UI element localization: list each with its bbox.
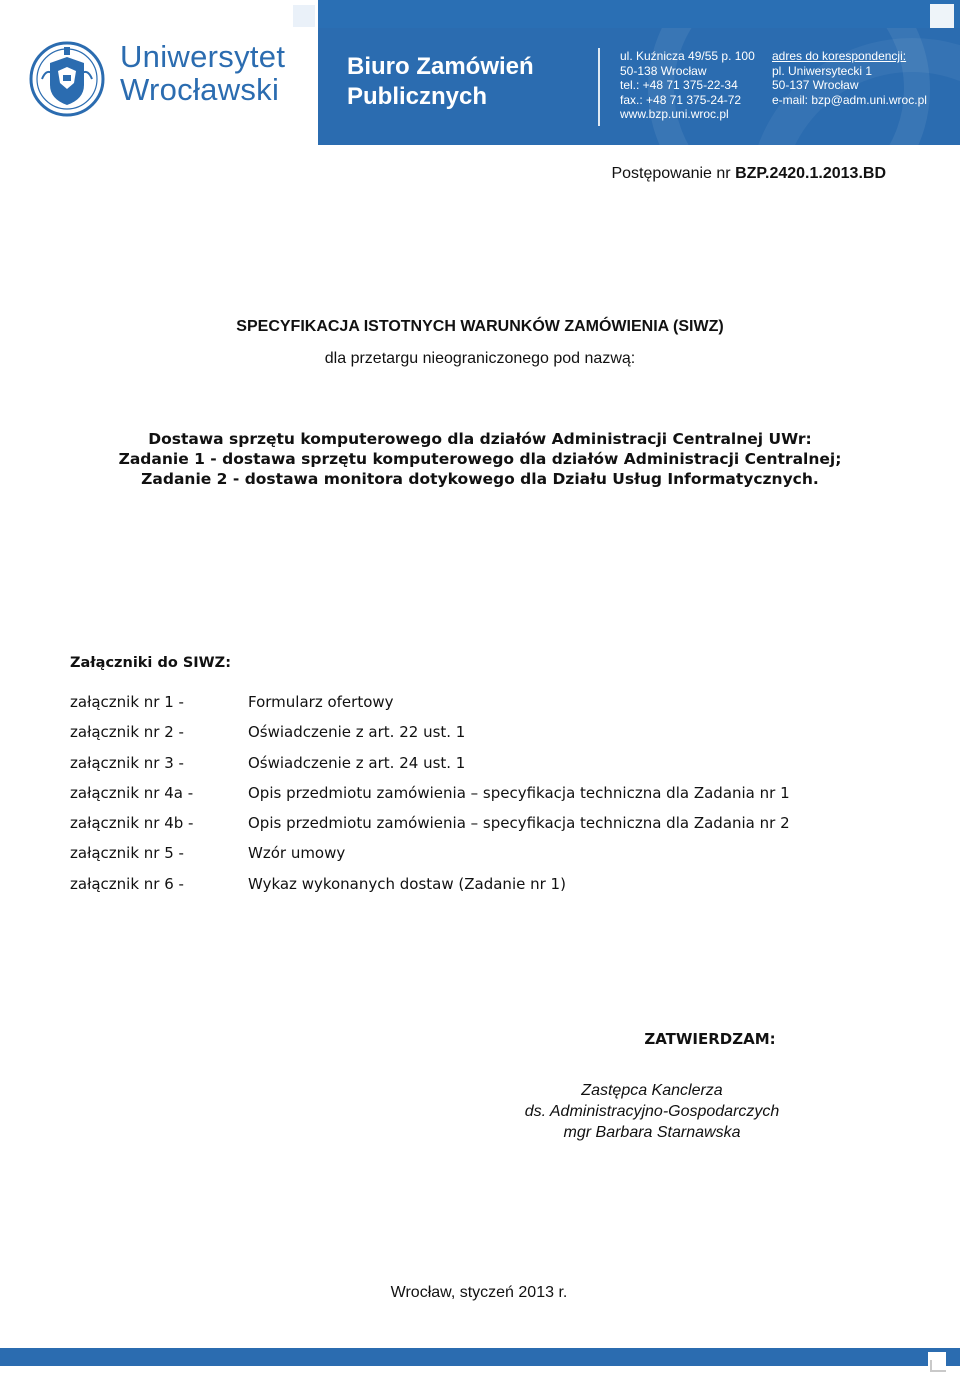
footer-bar (0, 1348, 960, 1366)
attachment-item (70, 874, 790, 904)
approval-heading: ZATWIERDZAM: (644, 1030, 776, 1048)
signatory-position: Zastępca Kanclerza (581, 1082, 723, 1099)
attachment-number: załącznik nr 4a - (70, 783, 194, 802)
attachments-heading: Załączniki do SIWZ: (70, 655, 231, 671)
procedure-label: Postępowanie nr (611, 165, 731, 182)
place-and-date: Wrocław, styczeń 2013 r. (390, 1284, 568, 1301)
email-link[interactable]: e-mail: bzp@adm.uni.wroc.pl (772, 92, 927, 107)
university-logo (20, 28, 318, 145)
office-address (620, 49, 755, 122)
attachment-number: załącznik nr 1 - (70, 693, 184, 711)
address-line: 50-138 Wrocław (620, 63, 707, 78)
document-subtitle: dla przetargu nieograniczonego pod nazwą: (324, 350, 636, 367)
procedure-code: BZP.2420.1.2013.BD (735, 165, 886, 182)
header-divider (598, 48, 600, 126)
address-line: ul. Kuźnicza 49/55 p. 100 (620, 49, 755, 63)
office-name-line: Publicznych (347, 83, 488, 110)
signatory-department: ds. Administracyjno-Gospodarczych (524, 1103, 780, 1120)
header-accent-square (930, 4, 954, 28)
correspondence-heading: adres do korespondencji: (772, 49, 907, 63)
attachment-item (70, 692, 790, 722)
attachment-number: załącznik nr 2 - (70, 723, 184, 742)
university-name (120, 40, 285, 106)
website-link[interactable]: www.bzp.uni.wroc.pl (620, 107, 729, 121)
attachment-number: załącznik nr 4b - (70, 814, 194, 833)
attachment-title: Oświadczenie z art. 24 ust. 1 (248, 753, 466, 772)
attachment-number: załącznik nr 3 - (70, 753, 184, 772)
attachment-item (70, 813, 790, 843)
attachment-item (70, 843, 790, 873)
header-top-strip (318, 0, 960, 30)
attachment-item (70, 783, 790, 813)
subject-line: Zadanie 2 - dostawa monitora dotykowego dla Działu Usług Informatycznych. (141, 470, 819, 488)
attachment-number: załącznik nr 5 - (70, 844, 184, 863)
attachment-title: Opis przedmiotu zamówienia – specyfikacja techniczna dla Zadania nr 1 (248, 783, 790, 802)
attachment-title: Oświadczenie z art. 22 ust. 1 (248, 723, 466, 742)
correspondence-address (772, 49, 927, 107)
office-name-line: Biuro Zamówień (347, 53, 534, 80)
attachment-title: Opis przedmiotu zamówienia – specyfikacja techniczna dla Zadania nr 2 (248, 814, 790, 833)
university-name-line: Wrocławski (120, 72, 280, 107)
office-name (347, 52, 534, 112)
corner-mark (930, 1360, 946, 1372)
subject-line: Zadanie 1 - dostawa sprzętu komputerowego dla działów Administracji Centralnej; (118, 450, 842, 468)
address-line: 50-137 Wrocław (772, 78, 859, 92)
phone-line: tel.: +48 71 375-22-34 (620, 78, 738, 92)
attachment-title: Wykaz wykonanych dostaw (Zadanie nr 1) (248, 874, 566, 893)
procedure-number (0, 165, 886, 183)
attachment-title: Formularz ofertowy (248, 693, 394, 711)
attachment-item (70, 753, 790, 783)
attachment-number: załącznik nr 6 - (70, 874, 184, 893)
tender-subject (0, 429, 960, 489)
signatory-block (362, 1080, 942, 1143)
fax-line: fax.: +48 71 375-24-72 (620, 92, 742, 107)
subject-line: Dostawa sprzętu komputerowego dla działów Administracji Centralnej UWr: (148, 430, 812, 448)
attachment-title: Wzór umowy (248, 844, 346, 863)
signatory-name: mgr Barbara Starnawska (563, 1124, 741, 1141)
header-accent-square (293, 5, 315, 27)
university-crest-icon (28, 33, 106, 125)
document-title: SPECYFIKACJA ISTOTNYCH WARUNKÓW ZAMÓWIENIA (SIWZ) (236, 318, 724, 335)
attachments-list (70, 692, 790, 904)
address-line: pl. Uniwersytecki 1 (772, 63, 873, 78)
university-name-line: Uniwersytet (120, 39, 286, 74)
attachment-item (70, 722, 790, 752)
